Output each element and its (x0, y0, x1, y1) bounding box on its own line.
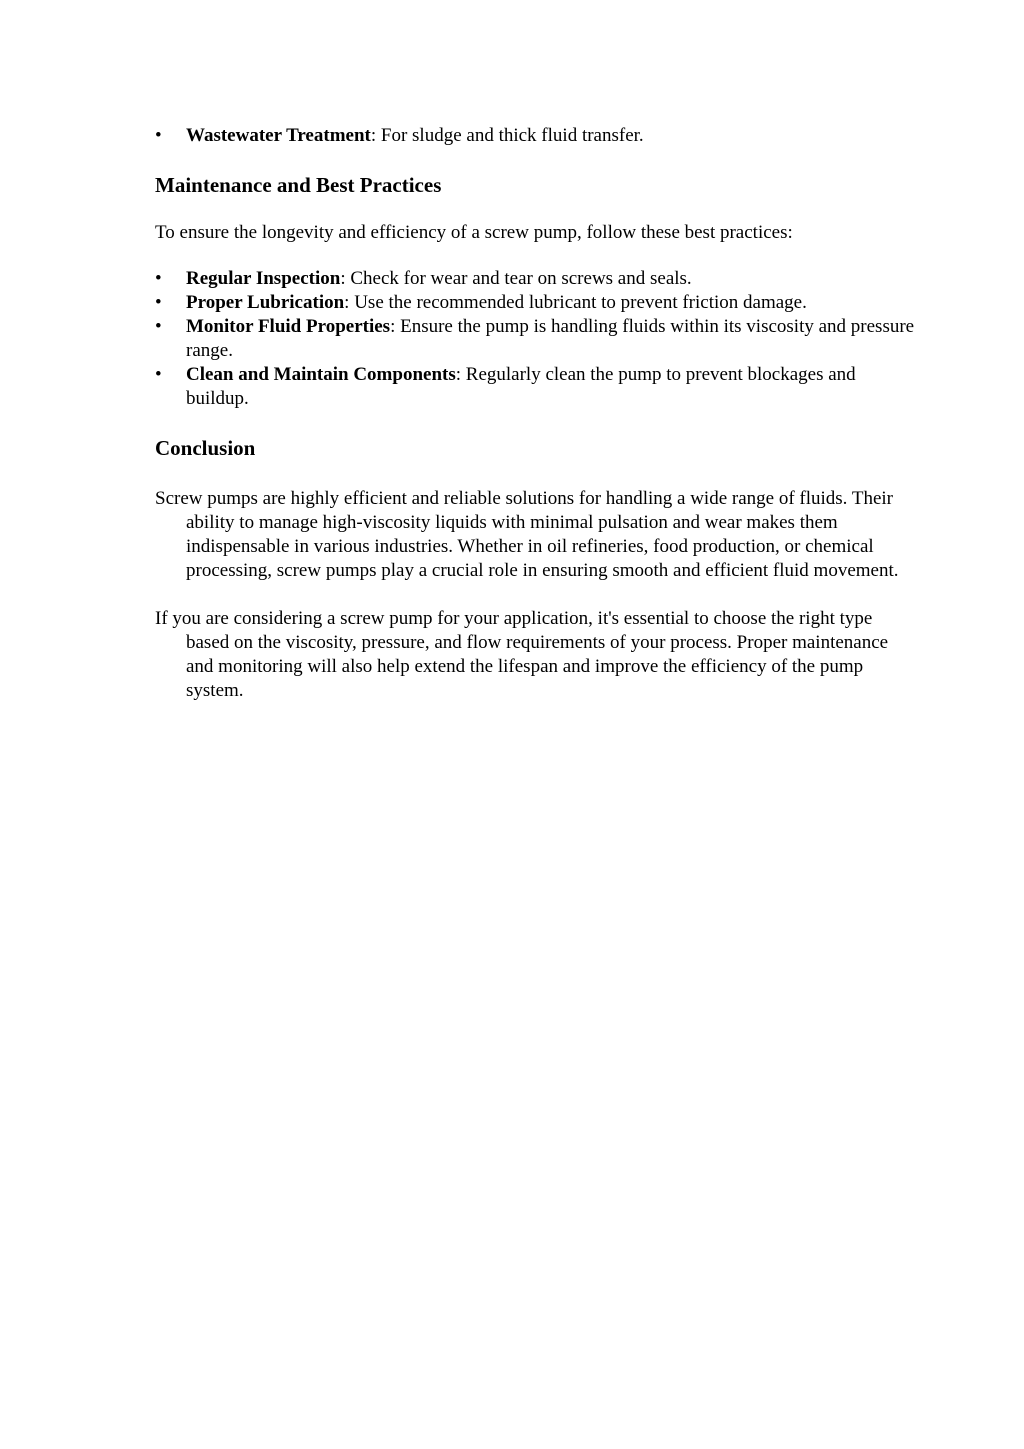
maintenance-intro: To ensure the longevity and efficiency of a screw pump, follow these best practices: (155, 222, 793, 243)
list-item-term: Regular Inspection (186, 268, 341, 289)
section-heading-maintenance: Maintenance and Best Practices (155, 173, 442, 197)
list-item-term: Clean and Maintain Components (186, 364, 456, 385)
list-item-text: : For sludge and thick fluid transfer. (370, 125, 644, 146)
conclusion-paragraph: Screw pumps are highly efficient and reliable solutions for handling a wide range of fluids. Their ability to manage high-viscosity liquids with minimal pulsation and wear makes them indispensable in various industries. Whether in oil refineries, food production, or chemical processing, screw pumps play a crucial role in ensuring smooth and efficient fluid movement. (155, 488, 899, 581)
bullet-icon: • (155, 292, 162, 313)
bullet-icon: • (155, 125, 162, 146)
list-item-text: : Ensure the pump is handling fluids within its viscosity and pressure range. (186, 316, 915, 361)
conclusion-paragraph: If you are considering a screw pump for your application, it's essential to choose the right type based on the viscosity, pressure, and flow requirements of your process. Proper maintenance and monitoring will also help extend the lifespan and improve the efficiency of the pump system. (155, 608, 889, 701)
document-page (155, 124, 915, 703)
list-item (155, 124, 915, 148)
list-item (155, 291, 915, 315)
list-item (155, 363, 915, 411)
bullet-icon: • (155, 364, 162, 385)
list-item-term: Proper Lubrication (186, 292, 345, 313)
list-item-term: Wastewater Treatment (186, 125, 371, 146)
list-item-text: : Regularly clean the pump to prevent blockages and buildup. (186, 364, 856, 409)
list-item (155, 315, 915, 363)
list-item-text: : Use the recommended lubricant to prevent friction damage. (344, 292, 807, 313)
best-practices-list (155, 267, 915, 411)
list-item (155, 267, 915, 291)
applications-list-continued (155, 124, 915, 148)
list-item-text: : Check for wear and tear on screws and seals. (340, 268, 692, 289)
bullet-icon: • (155, 268, 162, 289)
bullet-icon: • (155, 316, 162, 337)
list-item-term: Monitor Fluid Properties (186, 316, 391, 337)
section-heading-conclusion: Conclusion (155, 436, 256, 460)
